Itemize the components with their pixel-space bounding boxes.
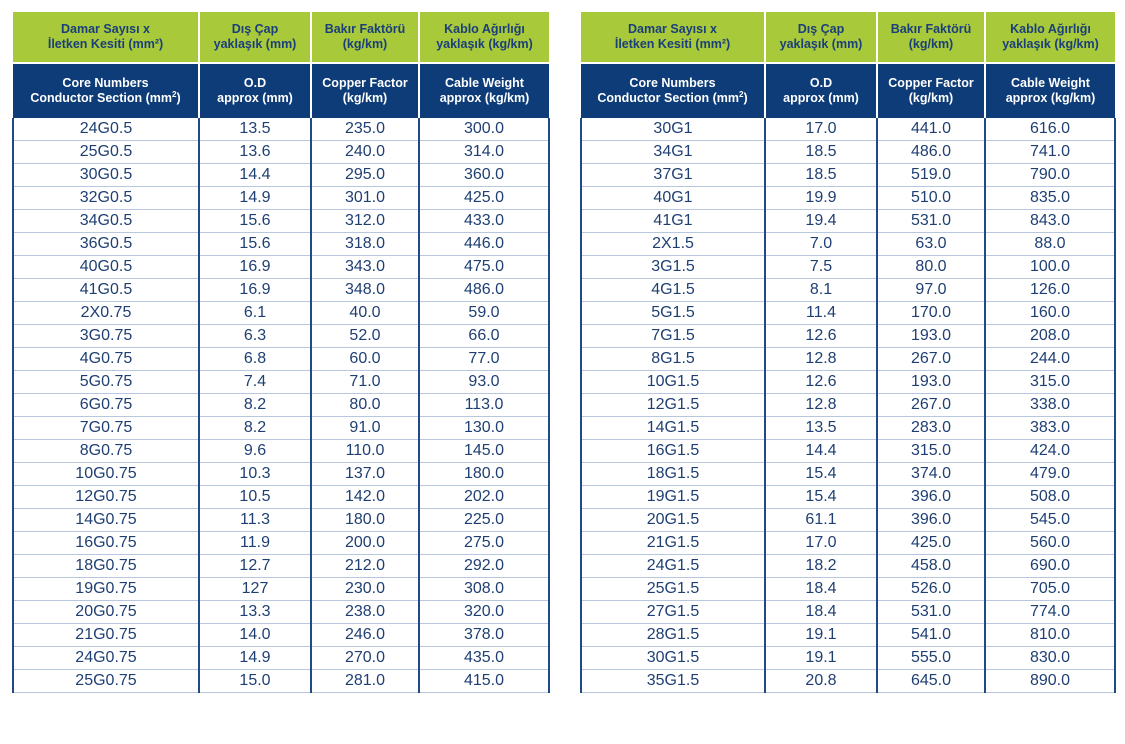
cell-col-copper-factor: 441.0	[877, 118, 985, 141]
cell-col-cable-weight: 88.0	[985, 233, 1115, 256]
cell-col-outer-diameter: 12.8	[765, 394, 877, 417]
cell-col-outer-diameter: 11.4	[765, 302, 877, 325]
cell-col-outer-diameter: 19.1	[765, 647, 877, 670]
cell-col-copper-factor: 80.0	[877, 256, 985, 279]
cell-col-outer-diameter: 61.1	[765, 509, 877, 532]
header-tr-col-cable-weight: Kablo Ağırlığı yaklaşık (kg/km)	[985, 12, 1115, 63]
cell-col-cable-weight: 130.0	[419, 417, 549, 440]
cell-col-copper-factor: 238.0	[311, 601, 419, 624]
cell-col-cable-weight: 475.0	[419, 256, 549, 279]
cell-col-cable-weight: 338.0	[985, 394, 1115, 417]
table-row	[13, 440, 549, 463]
table-row	[581, 486, 1115, 509]
table-row	[13, 164, 549, 187]
cell-col-copper-factor: 212.0	[311, 555, 419, 578]
cell-col-cable-weight: 383.0	[985, 417, 1115, 440]
cell-col-copper-factor: 193.0	[877, 325, 985, 348]
header-tr-col-outer-diameter: Dış Çap yaklaşık (mm)	[765, 12, 877, 63]
cable-spec-table-right	[580, 12, 1116, 693]
table-row	[581, 555, 1115, 578]
cell-col-outer-diameter: 17.0	[765, 532, 877, 555]
cell-col-copper-factor: 519.0	[877, 164, 985, 187]
table-row	[13, 601, 549, 624]
table-row	[13, 555, 549, 578]
cell-col-cable-weight: 424.0	[985, 440, 1115, 463]
table-row	[581, 233, 1115, 256]
cell-col-core-section: 7G0.75	[13, 417, 199, 440]
header-en-col-copper-factor: Copper Factor (kg/km)	[877, 63, 985, 118]
cell-col-copper-factor: 63.0	[877, 233, 985, 256]
cell-col-core-section: 21G1.5	[581, 532, 765, 555]
cell-col-core-section: 25G0.75	[13, 670, 199, 693]
cell-col-outer-diameter: 18.5	[765, 141, 877, 164]
cell-col-copper-factor: 555.0	[877, 647, 985, 670]
cell-col-copper-factor: 142.0	[311, 486, 419, 509]
table-row	[13, 532, 549, 555]
cell-col-outer-diameter: 13.5	[765, 417, 877, 440]
cell-col-core-section: 5G0.75	[13, 371, 199, 394]
cell-col-core-section: 34G0.5	[13, 210, 199, 233]
header-row-turkish	[13, 12, 549, 63]
table-row	[581, 187, 1115, 210]
header-en-col-outer-diameter: O.D approx (mm)	[199, 63, 311, 118]
cell-col-cable-weight: 433.0	[419, 210, 549, 233]
cell-col-copper-factor: 91.0	[311, 417, 419, 440]
table-row	[581, 647, 1115, 670]
table-row	[581, 256, 1115, 279]
cell-col-outer-diameter: 15.4	[765, 463, 877, 486]
cell-col-core-section: 41G0.5	[13, 279, 199, 302]
cell-col-core-section: 5G1.5	[581, 302, 765, 325]
cell-col-outer-diameter: 7.5	[765, 256, 877, 279]
cell-col-cable-weight: 145.0	[419, 440, 549, 463]
cell-col-outer-diameter: 19.9	[765, 187, 877, 210]
header-en-core-text: Core Numbers Conductor Section (mm	[597, 76, 740, 105]
cell-col-outer-diameter: 13.5	[199, 118, 311, 141]
table-row	[581, 164, 1115, 187]
table-row	[13, 302, 549, 325]
cable-spec-table-left	[12, 12, 550, 693]
cell-col-outer-diameter: 15.0	[199, 670, 311, 693]
cell-col-cable-weight: 208.0	[985, 325, 1115, 348]
table-row	[13, 118, 549, 141]
cell-col-outer-diameter: 18.2	[765, 555, 877, 578]
cell-col-outer-diameter: 20.8	[765, 670, 877, 693]
cell-col-core-section: 4G1.5	[581, 279, 765, 302]
cell-col-copper-factor: 60.0	[311, 348, 419, 371]
cell-col-copper-factor: 246.0	[311, 624, 419, 647]
cell-col-core-section: 24G0.5	[13, 118, 199, 141]
cell-col-core-section: 8G0.75	[13, 440, 199, 463]
table-row	[581, 463, 1115, 486]
cell-col-copper-factor: 458.0	[877, 555, 985, 578]
cell-col-core-section: 30G1.5	[581, 647, 765, 670]
cell-col-copper-factor: 301.0	[311, 187, 419, 210]
table-row	[13, 670, 549, 693]
cell-col-cable-weight: 508.0	[985, 486, 1115, 509]
cell-col-copper-factor: 270.0	[311, 647, 419, 670]
cell-col-core-section: 12G1.5	[581, 394, 765, 417]
header-row-turkish	[581, 12, 1115, 63]
cell-col-core-section: 4G0.75	[13, 348, 199, 371]
cell-col-cable-weight: 435.0	[419, 647, 549, 670]
cell-col-cable-weight: 180.0	[419, 463, 549, 486]
cell-col-core-section: 19G0.75	[13, 578, 199, 601]
cell-col-copper-factor: 374.0	[877, 463, 985, 486]
cell-col-copper-factor: 80.0	[311, 394, 419, 417]
cell-col-outer-diameter: 18.4	[765, 601, 877, 624]
table-row	[13, 509, 549, 532]
cell-col-core-section: 6G0.75	[13, 394, 199, 417]
cell-col-copper-factor: 425.0	[877, 532, 985, 555]
cell-col-cable-weight: 446.0	[419, 233, 549, 256]
cell-col-cable-weight: 93.0	[419, 371, 549, 394]
table-row	[581, 624, 1115, 647]
cell-col-cable-weight: 315.0	[985, 371, 1115, 394]
table-row	[13, 647, 549, 670]
cell-col-core-section: 2X1.5	[581, 233, 765, 256]
cell-col-copper-factor: 295.0	[311, 164, 419, 187]
cell-col-core-section: 27G1.5	[581, 601, 765, 624]
cell-col-outer-diameter: 12.6	[765, 325, 877, 348]
table-row	[13, 233, 549, 256]
cell-col-cable-weight: 810.0	[985, 624, 1115, 647]
header-en-tail: )	[176, 91, 181, 105]
table-row	[581, 394, 1115, 417]
cell-col-outer-diameter: 8.2	[199, 394, 311, 417]
cell-col-cable-weight: 774.0	[985, 601, 1115, 624]
cell-col-cable-weight: 835.0	[985, 187, 1115, 210]
cell-col-cable-weight: 360.0	[419, 164, 549, 187]
cell-col-outer-diameter: 15.6	[199, 210, 311, 233]
cell-col-outer-diameter: 18.4	[765, 578, 877, 601]
cell-col-copper-factor: 110.0	[311, 440, 419, 463]
table-row	[13, 210, 549, 233]
cell-col-cable-weight: 292.0	[419, 555, 549, 578]
cell-col-core-section: 3G1.5	[581, 256, 765, 279]
cell-col-copper-factor: 97.0	[877, 279, 985, 302]
cell-col-cable-weight: 425.0	[419, 187, 549, 210]
cell-col-cable-weight: 160.0	[985, 302, 1115, 325]
cell-col-copper-factor: 510.0	[877, 187, 985, 210]
cell-col-copper-factor: 645.0	[877, 670, 985, 693]
cell-col-cable-weight: 320.0	[419, 601, 549, 624]
cell-col-copper-factor: 348.0	[311, 279, 419, 302]
header-row-english	[13, 63, 549, 118]
cell-col-outer-diameter: 17.0	[765, 118, 877, 141]
cell-col-outer-diameter: 127	[199, 578, 311, 601]
cell-col-copper-factor: 283.0	[877, 417, 985, 440]
table-row	[581, 302, 1115, 325]
cell-col-core-section: 3G0.75	[13, 325, 199, 348]
cell-col-cable-weight: 225.0	[419, 509, 549, 532]
header-en-core-text: Core Numbers Conductor Section (mm	[30, 76, 173, 105]
cell-col-cable-weight: 415.0	[419, 670, 549, 693]
cell-col-copper-factor: 40.0	[311, 302, 419, 325]
cell-col-outer-diameter: 19.1	[765, 624, 877, 647]
cell-col-copper-factor: 396.0	[877, 486, 985, 509]
table-row	[581, 532, 1115, 555]
table-row	[581, 509, 1115, 532]
cell-col-core-section: 25G0.5	[13, 141, 199, 164]
cell-col-core-section: 16G0.75	[13, 532, 199, 555]
cell-col-cable-weight: 790.0	[985, 164, 1115, 187]
cell-col-outer-diameter: 15.6	[199, 233, 311, 256]
cell-col-outer-diameter: 11.3	[199, 509, 311, 532]
cell-col-cable-weight: 690.0	[985, 555, 1115, 578]
table-row	[13, 578, 549, 601]
cell-col-cable-weight: 244.0	[985, 348, 1115, 371]
header-en-tail: )	[743, 91, 748, 105]
table-row	[581, 601, 1115, 624]
header-tr-col-outer-diameter: Dış Çap yaklaşık (mm)	[199, 12, 311, 63]
cell-col-cable-weight: 741.0	[985, 141, 1115, 164]
cell-col-core-section: 35G1.5	[581, 670, 765, 693]
cell-col-core-section: 36G0.5	[13, 233, 199, 256]
cell-col-outer-diameter: 7.0	[765, 233, 877, 256]
cell-col-cable-weight: 113.0	[419, 394, 549, 417]
cell-col-outer-diameter: 14.0	[199, 624, 311, 647]
cell-col-outer-diameter: 12.7	[199, 555, 311, 578]
cell-col-copper-factor: 526.0	[877, 578, 985, 601]
cell-col-core-section: 2X0.75	[13, 302, 199, 325]
cell-col-copper-factor: 200.0	[311, 532, 419, 555]
cell-col-core-section: 7G1.5	[581, 325, 765, 348]
cell-col-outer-diameter: 11.9	[199, 532, 311, 555]
cell-col-core-section: 18G1.5	[581, 463, 765, 486]
cell-col-core-section: 24G1.5	[581, 555, 765, 578]
header-tr-col-copper-factor: Bakır Faktörü (kg/km)	[311, 12, 419, 63]
cell-col-outer-diameter: 14.9	[199, 647, 311, 670]
cell-col-core-section: 40G1	[581, 187, 765, 210]
cell-col-outer-diameter: 10.5	[199, 486, 311, 509]
table-row	[13, 463, 549, 486]
cell-col-cable-weight: 616.0	[985, 118, 1115, 141]
cell-col-outer-diameter: 13.6	[199, 141, 311, 164]
header-tr-col-core-section: Damar Sayısı x İletken Kesiti (mm²)	[13, 12, 199, 63]
cell-col-outer-diameter: 19.4	[765, 210, 877, 233]
table-row	[13, 348, 549, 371]
cell-col-outer-diameter: 6.8	[199, 348, 311, 371]
cell-col-cable-weight: 705.0	[985, 578, 1115, 601]
cell-col-core-section: 34G1	[581, 141, 765, 164]
cell-col-outer-diameter: 8.1	[765, 279, 877, 302]
cell-col-cable-weight: 66.0	[419, 325, 549, 348]
header-tr-col-cable-weight: Kablo Ağırlığı yaklaşık (kg/km)	[419, 12, 549, 63]
cell-col-copper-factor: 235.0	[311, 118, 419, 141]
cell-col-core-section: 18G0.75	[13, 555, 199, 578]
cell-col-copper-factor: 315.0	[877, 440, 985, 463]
cell-col-cable-weight: 59.0	[419, 302, 549, 325]
cell-col-outer-diameter: 16.9	[199, 256, 311, 279]
cell-col-copper-factor: 170.0	[877, 302, 985, 325]
header-row-english	[581, 63, 1115, 118]
table-row	[581, 348, 1115, 371]
cell-col-copper-factor: 267.0	[877, 348, 985, 371]
cell-col-core-section: 19G1.5	[581, 486, 765, 509]
cell-col-core-section: 28G1.5	[581, 624, 765, 647]
cell-col-outer-diameter: 12.6	[765, 371, 877, 394]
header-tr-col-core-section: Damar Sayısı x İletken Kesiti (mm²)	[581, 12, 765, 63]
cell-col-cable-weight: 308.0	[419, 578, 549, 601]
cell-col-cable-weight: 300.0	[419, 118, 549, 141]
cell-col-core-section: 30G0.5	[13, 164, 199, 187]
cell-col-outer-diameter: 12.8	[765, 348, 877, 371]
header-en-col-core-section	[13, 63, 199, 118]
table-row	[13, 325, 549, 348]
cell-col-copper-factor: 343.0	[311, 256, 419, 279]
cell-col-cable-weight: 830.0	[985, 647, 1115, 670]
cell-col-core-section: 37G1	[581, 164, 765, 187]
cell-col-core-section: 10G0.75	[13, 463, 199, 486]
cell-col-cable-weight: 486.0	[419, 279, 549, 302]
cell-col-copper-factor: 180.0	[311, 509, 419, 532]
cell-col-outer-diameter: 16.9	[199, 279, 311, 302]
table-row	[581, 670, 1115, 693]
cell-col-copper-factor: 193.0	[877, 371, 985, 394]
header-en-col-cable-weight: Cable Weight approx (kg/km)	[985, 63, 1115, 118]
cell-col-core-section: 20G1.5	[581, 509, 765, 532]
cell-col-copper-factor: 486.0	[877, 141, 985, 164]
cell-col-core-section: 32G0.5	[13, 187, 199, 210]
cell-col-cable-weight: 202.0	[419, 486, 549, 509]
cell-col-outer-diameter: 14.4	[765, 440, 877, 463]
cell-col-copper-factor: 230.0	[311, 578, 419, 601]
cell-col-copper-factor: 541.0	[877, 624, 985, 647]
cell-col-outer-diameter: 14.9	[199, 187, 311, 210]
table-row	[581, 141, 1115, 164]
table-row	[581, 371, 1115, 394]
cell-col-outer-diameter: 10.3	[199, 463, 311, 486]
cell-col-core-section: 14G0.75	[13, 509, 199, 532]
table-row	[581, 210, 1115, 233]
cell-col-core-section: 10G1.5	[581, 371, 765, 394]
cell-col-copper-factor: 71.0	[311, 371, 419, 394]
cell-col-outer-diameter: 13.3	[199, 601, 311, 624]
cell-col-core-section: 14G1.5	[581, 417, 765, 440]
table-row	[13, 279, 549, 302]
cell-col-core-section: 8G1.5	[581, 348, 765, 371]
header-en-col-outer-diameter: O.D approx (mm)	[765, 63, 877, 118]
cell-col-core-section: 20G0.75	[13, 601, 199, 624]
cell-col-copper-factor: 312.0	[311, 210, 419, 233]
cell-col-outer-diameter: 7.4	[199, 371, 311, 394]
table-row	[13, 394, 549, 417]
cell-col-outer-diameter: 6.3	[199, 325, 311, 348]
header-tr-col-copper-factor: Bakır Faktörü (kg/km)	[877, 12, 985, 63]
cell-col-cable-weight: 560.0	[985, 532, 1115, 555]
header-en-col-copper-factor: Copper Factor (kg/km)	[311, 63, 419, 118]
table-row	[581, 578, 1115, 601]
cell-col-outer-diameter: 15.4	[765, 486, 877, 509]
table-row	[581, 279, 1115, 302]
table-row	[581, 440, 1115, 463]
cell-col-outer-diameter: 18.5	[765, 164, 877, 187]
table-row	[13, 256, 549, 279]
header-en-col-core-section	[581, 63, 765, 118]
cell-col-copper-factor: 396.0	[877, 509, 985, 532]
cell-col-cable-weight: 100.0	[985, 256, 1115, 279]
cell-col-core-section: 21G0.75	[13, 624, 199, 647]
cell-col-copper-factor: 531.0	[877, 210, 985, 233]
cell-col-copper-factor: 137.0	[311, 463, 419, 486]
cell-col-cable-weight: 843.0	[985, 210, 1115, 233]
cell-col-core-section: 24G0.75	[13, 647, 199, 670]
cell-col-copper-factor: 267.0	[877, 394, 985, 417]
header-en-superscript: 2	[172, 89, 177, 99]
cell-col-cable-weight: 479.0	[985, 463, 1115, 486]
table-row	[13, 187, 549, 210]
cell-col-cable-weight: 77.0	[419, 348, 549, 371]
table-row	[581, 118, 1115, 141]
cell-col-outer-diameter: 14.4	[199, 164, 311, 187]
cell-col-cable-weight: 314.0	[419, 141, 549, 164]
cell-col-copper-factor: 52.0	[311, 325, 419, 348]
header-en-superscript: 2	[739, 89, 744, 99]
cell-col-core-section: 12G0.75	[13, 486, 199, 509]
cell-col-cable-weight: 378.0	[419, 624, 549, 647]
cell-col-cable-weight: 126.0	[985, 279, 1115, 302]
header-en-col-cable-weight: Cable Weight approx (kg/km)	[419, 63, 549, 118]
table-row	[13, 141, 549, 164]
cell-col-copper-factor: 318.0	[311, 233, 419, 256]
table-row	[13, 624, 549, 647]
table-row	[13, 371, 549, 394]
cell-col-outer-diameter: 8.2	[199, 417, 311, 440]
cell-col-core-section: 41G1	[581, 210, 765, 233]
cell-col-outer-diameter: 9.6	[199, 440, 311, 463]
cell-col-copper-factor: 281.0	[311, 670, 419, 693]
cell-col-copper-factor: 531.0	[877, 601, 985, 624]
table-row	[581, 417, 1115, 440]
cell-col-cable-weight: 890.0	[985, 670, 1115, 693]
cell-col-core-section: 16G1.5	[581, 440, 765, 463]
cell-col-copper-factor: 240.0	[311, 141, 419, 164]
table-row	[13, 486, 549, 509]
cell-col-core-section: 25G1.5	[581, 578, 765, 601]
cell-col-core-section: 30G1	[581, 118, 765, 141]
table-row	[581, 325, 1115, 348]
cell-col-outer-diameter: 6.1	[199, 302, 311, 325]
cell-col-core-section: 40G0.5	[13, 256, 199, 279]
cell-col-cable-weight: 275.0	[419, 532, 549, 555]
cell-col-cable-weight: 545.0	[985, 509, 1115, 532]
table-row	[13, 417, 549, 440]
